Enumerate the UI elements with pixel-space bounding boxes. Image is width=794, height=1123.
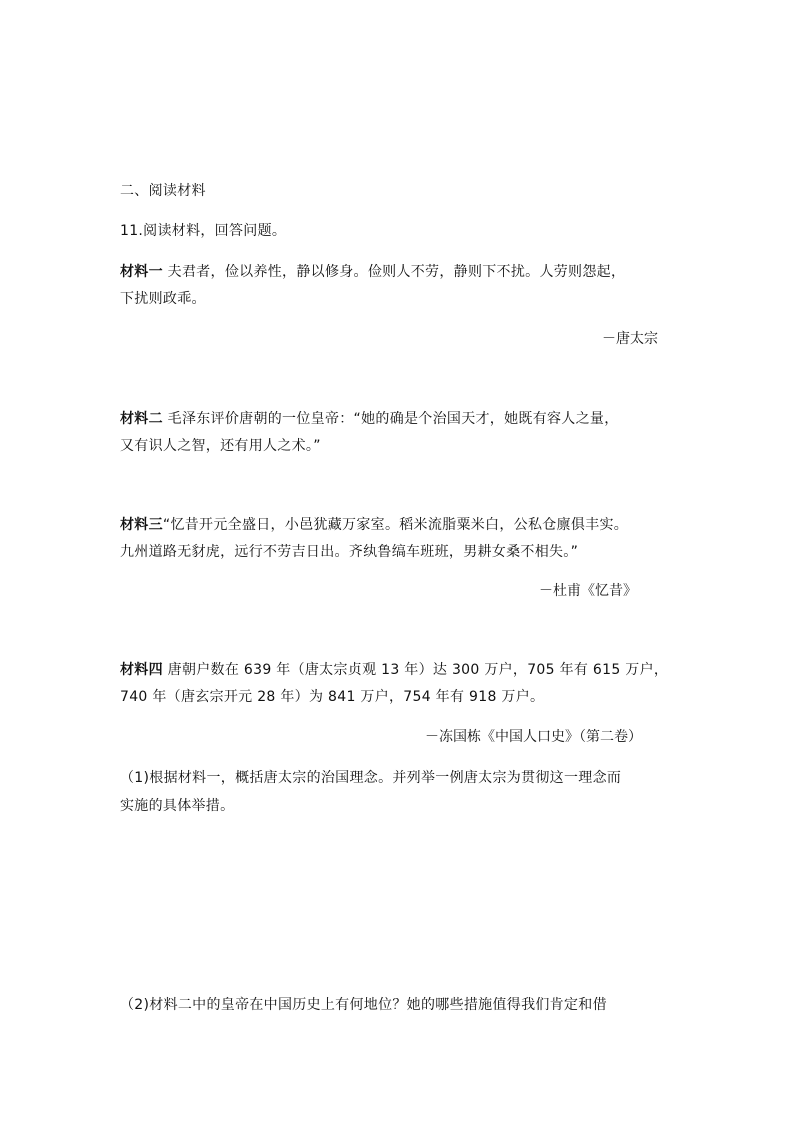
material3-source: －杜甫《忆昔》 <box>539 583 637 599</box>
material3-text1: “忆昔开元全盛日，小邑犹藏万家室。稻米流脂粟米白，公私仓廪俱丰实。 <box>162 517 629 533</box>
material1-text1: 夫君者，俭以养性，静以修身。俭则人不劳，静则下不扰。人劳则怨起， <box>162 264 626 280</box>
material3-line2: 九州道路无豺虎，远行不劳吉日出。齐纨鲁缟车班班，男耕女桑不相失。” <box>120 544 579 560</box>
material3-label: 材料三 <box>120 517 163 533</box>
material1-label: 材料一 <box>120 264 163 280</box>
material4-line2: 740 年（唐玄宗开元 28 年）为 841 万户，754 年有 918 万户。 <box>120 689 545 705</box>
question1-line1: （1)根据材料一，概括唐太宗的治国理念。并列举一例唐太宗为贯彻这一理念而 <box>120 770 622 786</box>
material2-line2: 又有识人之智，还有用人之术。” <box>120 438 321 454</box>
material4-label: 材料四 <box>120 662 163 678</box>
material1-line2: 下扰则政乖。 <box>120 291 206 307</box>
material4-text1: 唐朝户数在 639 年（唐太宗贞观 13 年）达 300 万户，705 年有 615 万户， <box>162 662 669 678</box>
material4-line1 <box>120 660 668 680</box>
question-title: 11.阅读材料，回答问题。 <box>120 223 287 239</box>
material3-line1 <box>120 515 628 535</box>
section-title: 二、阅读材料 <box>120 183 206 199</box>
question1-line2: 实施的具体举措。 <box>120 798 235 814</box>
material2-text1: 毛泽东评价唐朝的一位皇帝：“她的确是个治国天才，她既有容人之量， <box>162 411 619 427</box>
material2-label: 材料二 <box>120 411 163 427</box>
material4-source: －冻国栋《中国人口史》（第二卷） <box>425 729 642 745</box>
question2-line1: （2)材料二中的皇帝在中国历史上有何地位？她的哪些措施值得我们肯定和借 <box>120 997 607 1013</box>
material2-line1 <box>120 409 619 429</box>
material1-line1 <box>120 262 625 282</box>
material1-source: －唐太宗 <box>602 331 658 347</box>
